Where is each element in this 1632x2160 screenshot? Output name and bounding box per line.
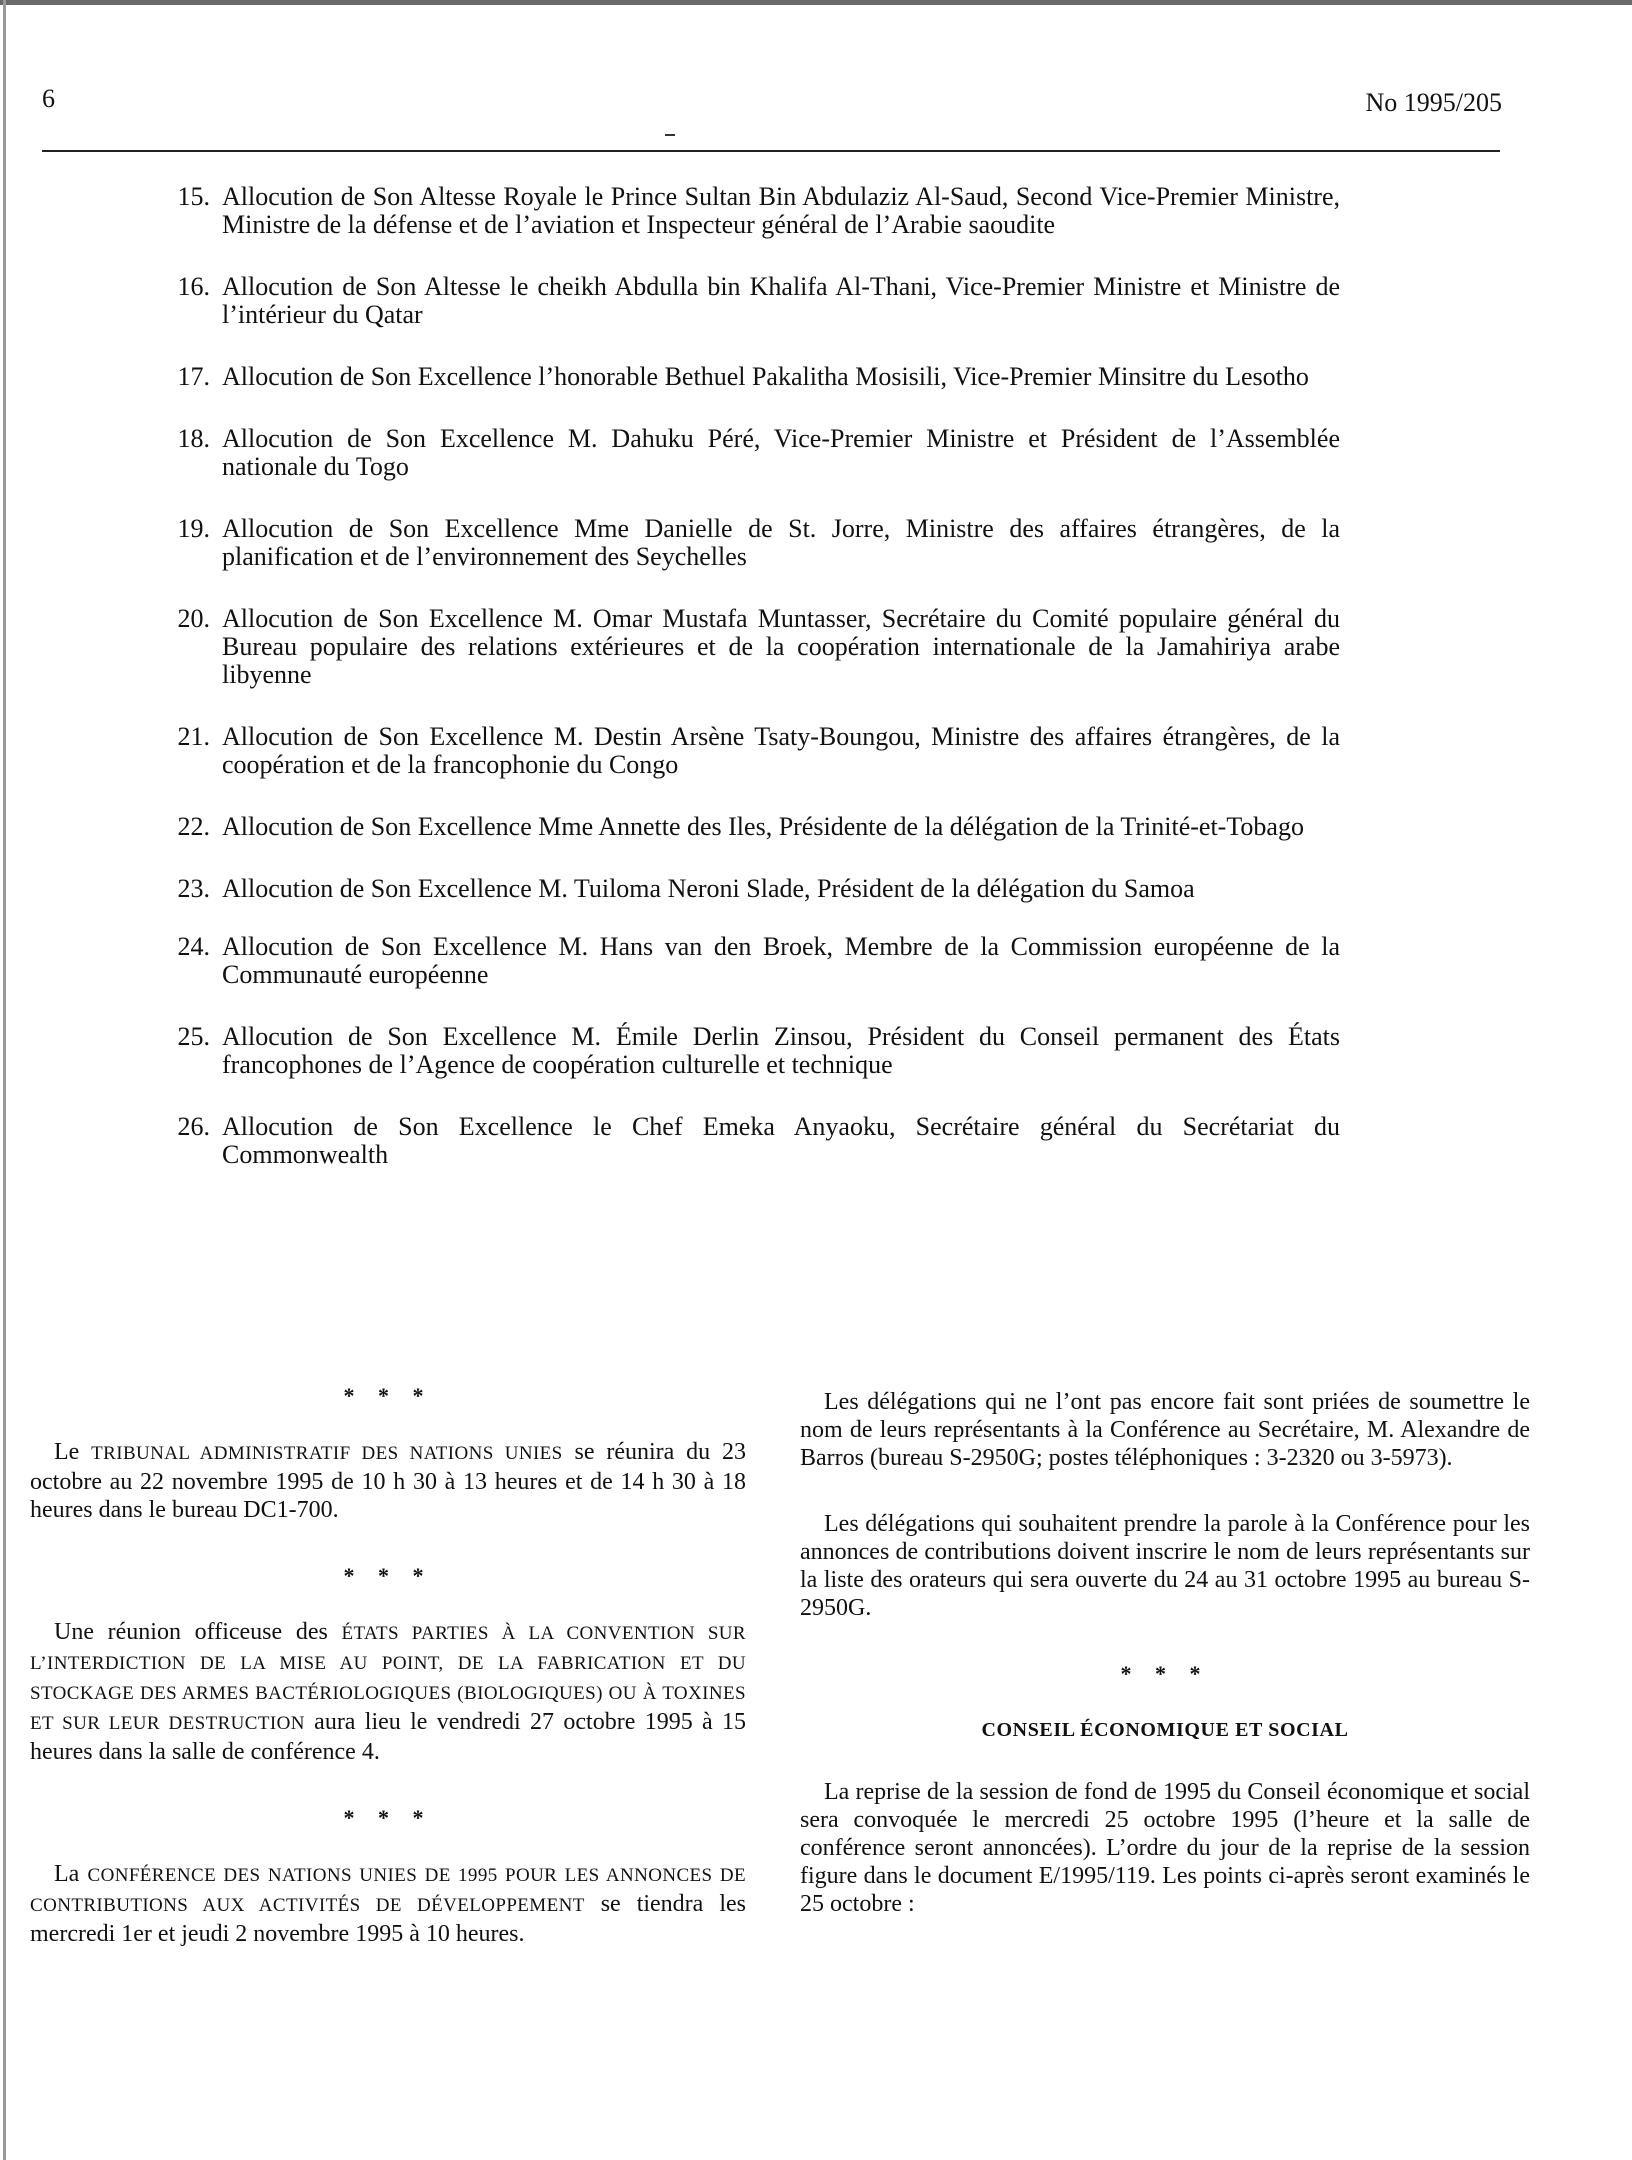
- agenda-item-text: Allocution de Son Excellence Mme Annette des Iles, Présidente de la délégation de la Trinité-et-Tobago: [222, 812, 1304, 841]
- agenda-item: [160, 183, 1340, 239]
- agenda-item-text: Allocution de Son Excellence M. Omar Mustafa Muntasser, Secrétaire du Comité populaire général du Bureau populaire des relations extérieures et de la coopération internationale de la Jamahiriya arabe libyenne: [222, 604, 1340, 689]
- left-column: [30, 1382, 746, 1986]
- agenda-item-number: 21.: [177, 722, 210, 751]
- agenda-item-text: Allocution de Son Excellence M. Tuiloma Neroni Slade, Président de la délégation du Samoa: [222, 874, 1195, 903]
- conference-notice: [30, 1860, 746, 1948]
- scan-edge-left: [3, 0, 6, 2160]
- agenda-item-number: 16.: [177, 272, 210, 301]
- agenda-item-number: 19.: [177, 514, 210, 543]
- agenda-item-number: 22.: [177, 812, 210, 841]
- section-separator: * * *: [343, 1805, 433, 1830]
- agenda-item-number: 26.: [177, 1112, 210, 1141]
- section-separator: * * *: [1120, 1661, 1210, 1686]
- agenda-item-number: 25.: [177, 1022, 210, 1051]
- agenda-item-number: 24.: [177, 932, 210, 961]
- agenda-item-number: 17.: [177, 362, 210, 391]
- tribunal-notice: [30, 1438, 746, 1524]
- page-number: 6: [42, 84, 55, 113]
- header-mark: [665, 134, 675, 136]
- agenda-item: [160, 723, 1340, 779]
- notice-lead: Le: [54, 1439, 92, 1465]
- scan-edge-top: [0, 0, 1632, 5]
- speakers-notice: Les délégations qui souhaitent prendre la parole à la Conférence pour les annonces de contributions doivent inscrire le nom de leurs représentants sur la liste des orateurs qui sera ouverte du 24 au 31 octobre 1995 au bureau S-2950G.: [800, 1511, 1530, 1621]
- agenda-item-text: Allocution de Son Excellence M. Dahuku Péré, Vice-Premier Ministre et Président de l’Assemblée nationale du Togo: [222, 424, 1340, 481]
- delegations-notice: Les délégations qui ne l’ont pas encore fait sont priées de soumettre le nom de leurs représentants à la Conférence au Secrétaire, M. Alexandre de Barros (bureau S-2950G; postes téléphoniques : 3-2320 ou 3-5973).: [800, 1389, 1530, 1471]
- agenda-item-text: Allocution de Son Excellence M. Émile Derlin Zinsou, Président du Conseil permanent des États francophones de l’Agence de coopération culturelle et technique: [222, 1022, 1340, 1079]
- section-separator: * * *: [343, 1563, 433, 1588]
- agenda-item: [160, 1023, 1340, 1079]
- agenda-item-number: 18.: [177, 424, 210, 453]
- section-separator: * * *: [343, 1383, 433, 1408]
- agenda-item-text: Allocution de Son Altesse le cheikh Abdulla bin Khalifa Al-Thani, Vice-Premier Ministre et Ministre de l’intérieur du Qatar: [222, 272, 1340, 329]
- agenda-item: [160, 363, 1340, 391]
- agenda-item: [160, 813, 1340, 841]
- agenda-item: [160, 515, 1340, 571]
- notice-lead: La: [54, 1861, 88, 1887]
- agenda-item-text: Allocution de Son Excellence M. Destin Arsène Tsaty-Boungou, Ministre des affaires étrangères, de la coopération et de la francophonie du Congo: [222, 722, 1340, 779]
- agenda-item: [160, 605, 1340, 689]
- agenda-item-number: 15.: [177, 182, 210, 211]
- notice-subject: TRIBUNAL ADMINISTRATIF DES NATIONS UNIES: [91, 1443, 563, 1464]
- section-heading: CONSEIL ÉCONOMIQUE ET SOCIAL: [981, 1719, 1349, 1741]
- agenda-item: [160, 875, 1340, 903]
- agenda-item-number: 23.: [177, 874, 210, 903]
- notice-body: se tiendra les mercredi 1er et jeudi 2 novembre 1995 à 10 heures.: [30, 1891, 746, 1947]
- agenda-item-text: Allocution de Son Excellence M. Hans van den Broek, Membre de la Commission européenne de la Communauté européenne: [222, 932, 1340, 989]
- agenda-item: [160, 273, 1340, 329]
- ecosoc-notice: La reprise de la session de fond de 1995 du Conseil économique et social sera convoquée le mercredi 25 octobre 1995 (l’heure et la salle de conférence seront annoncées). L’ordre du jour de la reprise de la session figure dans le document E/1995/119. Les points ci-après seront examinés le 25 octobre :: [800, 1779, 1530, 1917]
- agenda-item-text: Allocution de Son Altesse Royale le Prince Sultan Bin Abdulaziz Al-Saud, Second Vice-Premier Ministre, Ministre de la défense et de l’aviation et Inspecteur général de l’Arabie saoudite: [222, 182, 1340, 239]
- header-rule: [42, 150, 1500, 152]
- agenda-item: [160, 425, 1340, 481]
- agenda-item-text: Allocution de Son Excellence le Chef Emeka Anyaoku, Secrétaire général du Secrétariat du Commonwealth: [222, 1112, 1340, 1169]
- convention-notice: [30, 1618, 746, 1766]
- notice-body: aura lieu le vendredi 27 octobre 1995 à 15 heures dans la salle de conférence 4.: [30, 1709, 747, 1765]
- agenda-item-text: Allocution de Son Excellence Mme Danielle de St. Jorre, Ministre des affaires étrangères, de la planification et de l’environnement des Seychelles: [222, 514, 1340, 571]
- agenda-item: [160, 933, 1340, 989]
- notice-subject: ÉTATS PARTIES À LA CONVENTION SUR L’INTERDICTION DE LA MISE AU POINT, DE LA FABRICATION ET DU STOCKAGE DES ARMES BACTÉRIOLOGIQUES (BIOLOGIQUES) OU À TOXINES ET SUR LEUR DESTRUCTION: [30, 1623, 746, 1734]
- agenda-item-text: Allocution de Son Excellence l’honorable Bethuel Pakalitha Mosisili, Vice-Premier Minsitre du Lesotho: [222, 362, 1309, 391]
- agenda-item: [160, 1113, 1340, 1169]
- agenda-item-number: 20.: [177, 604, 210, 633]
- notice-lead: Une réunion officeuse des: [54, 1619, 342, 1645]
- right-column: [800, 1388, 1530, 1956]
- notice-subject: CONFÉRENCE DES NATIONS UNIES DE 1995 POUR LES ANNONCES DE CONTRIBUTIONS AUX ACTIVITÉS DE DÉVELOPPEMENT: [30, 1865, 746, 1916]
- document-reference: No 1995/205: [1365, 88, 1502, 117]
- agenda-list: [160, 183, 1340, 1203]
- notice-body: se réunira du 23 octobre au 22 novembre 1995 de 10 h 30 à 13 heures et de 14 h 30 à 18 heures dans le bureau DC1-700.: [30, 1439, 747, 1523]
